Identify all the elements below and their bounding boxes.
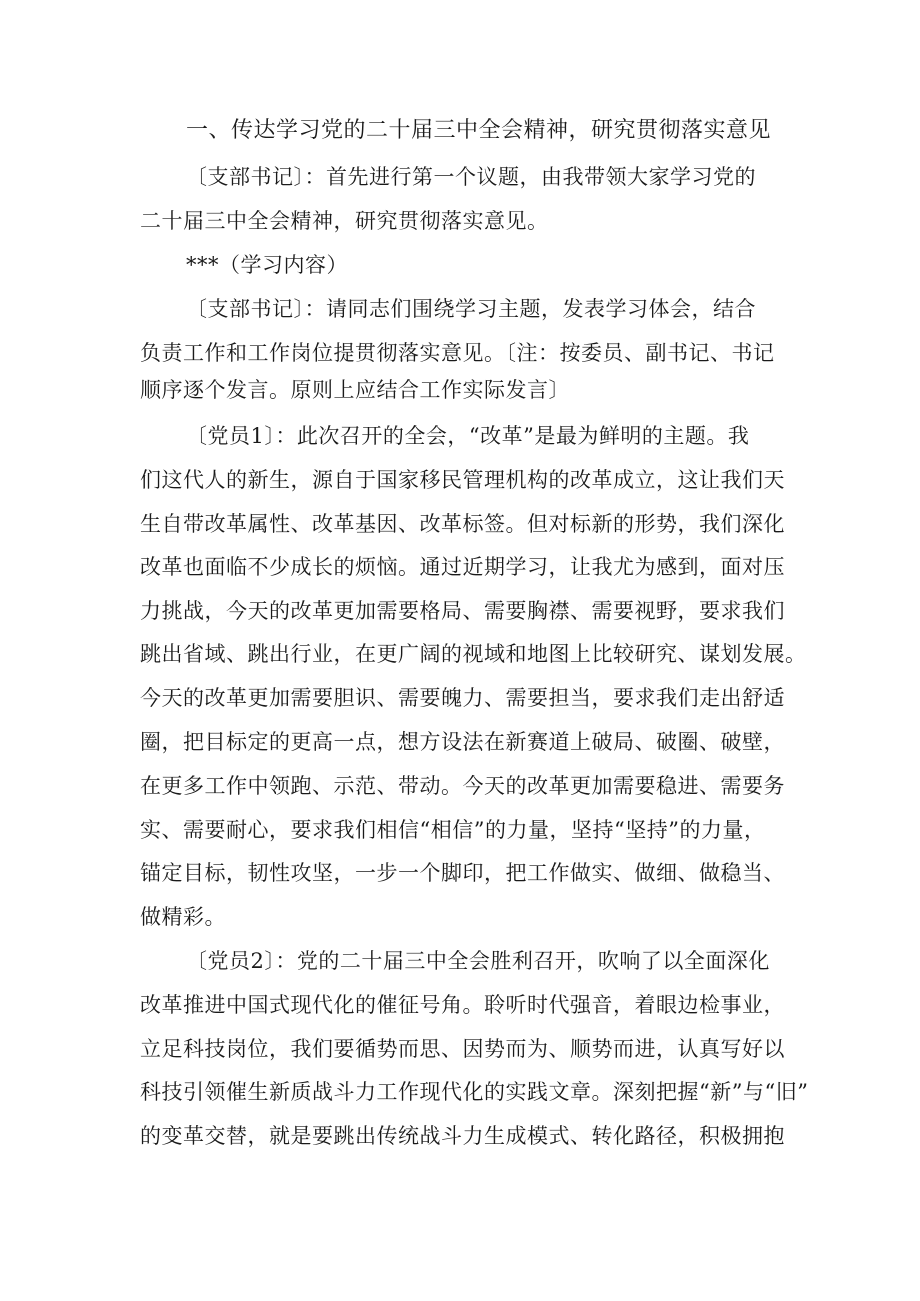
paragraph-line: 做精彩。 [140, 905, 226, 929]
paragraph-line: 锚定目标，韧性攻坚，一步一个脚印，把工作做实、做细、做稳当、 [140, 861, 785, 885]
paragraph-line: 今天的改革更加需要胆识、需要魄力、需要担当，要求我们走出舒适 [140, 686, 785, 710]
paragraph-line: 〔支部书记〕：请同志们围绕学习主题，发表学习体会，结合 [186, 297, 756, 321]
paragraph-line: ***（学习内容） [186, 253, 348, 277]
paragraph-line: 们这代人的新生，源自于国家移民管理机构的改革成立，这让我们天 [140, 468, 785, 492]
paragraph-line: 顺序逐个发言。原则上应结合工作实际发言〕 [140, 378, 570, 402]
paragraph-line: 力挑战，今天的改革更加需要格局、需要胸襟、需要视野，要求我们 [140, 599, 785, 623]
section-heading: 一、传达学习党的二十届三中全会精神，研究贯彻落实意见 [186, 118, 772, 143]
paragraph-line: 科技引领催生新质战斗力工作现代化的实践文章。深刻把握“新”与“旧” [140, 1080, 809, 1104]
paragraph-line: 在更多工作中领跑、示范、带动。今天的改革更加需要稳进、需要务 [140, 774, 785, 798]
paragraph-line: 负责工作和工作岗位提贯彻落实意见。〔注：按委员、副书记、书记 [140, 341, 775, 365]
paragraph-line: 二十届三中全会精神，研究贯彻落实意见。 [140, 209, 549, 233]
paragraph-line: 改革也面临不少成长的烦恼。通过近期学习，让我尤为感到，面对压 [140, 555, 785, 579]
paragraph-line: 〔党员1〕：此次召开的全会，“改革”是最为鲜明的主题。我 [186, 424, 750, 448]
paragraph-line: 实、需要耐心，要求我们相信“相信”的力量，坚持“坚持”的力量， [140, 818, 766, 842]
paragraph-line: 改革推进中国式现代化的催征号角。聆听时代强音，着眼边检事业， [140, 993, 785, 1017]
paragraph-line: 立足科技岗位，我们要循势而思、因势而为、顺势而进，认真写好以 [140, 1037, 785, 1061]
paragraph-line: 〔党员2〕：党的二十届三中全会胜利召开，吹响了以全面深化 [186, 949, 770, 973]
paragraph-line: 圈，把目标定的更高一点，想方设法在新赛道上破局、破圈、破壁， [140, 730, 785, 754]
paragraph-line: 跳出省域、跳出行业，在更广阔的视域和地图上比较研究、谋划发展。 [140, 642, 807, 666]
paragraph-line: 的变革交替，就是要跳出传统战斗力生成模式、转化路径，积极拥抱 [140, 1124, 785, 1148]
paragraph-line: 生自带改革属性、改革基因、改革标签。但对标新的形势，我们深化 [140, 512, 785, 536]
paragraph-line: 〔支部书记〕：首先进行第一个议题，由我带领大家学习党的 [186, 165, 756, 189]
